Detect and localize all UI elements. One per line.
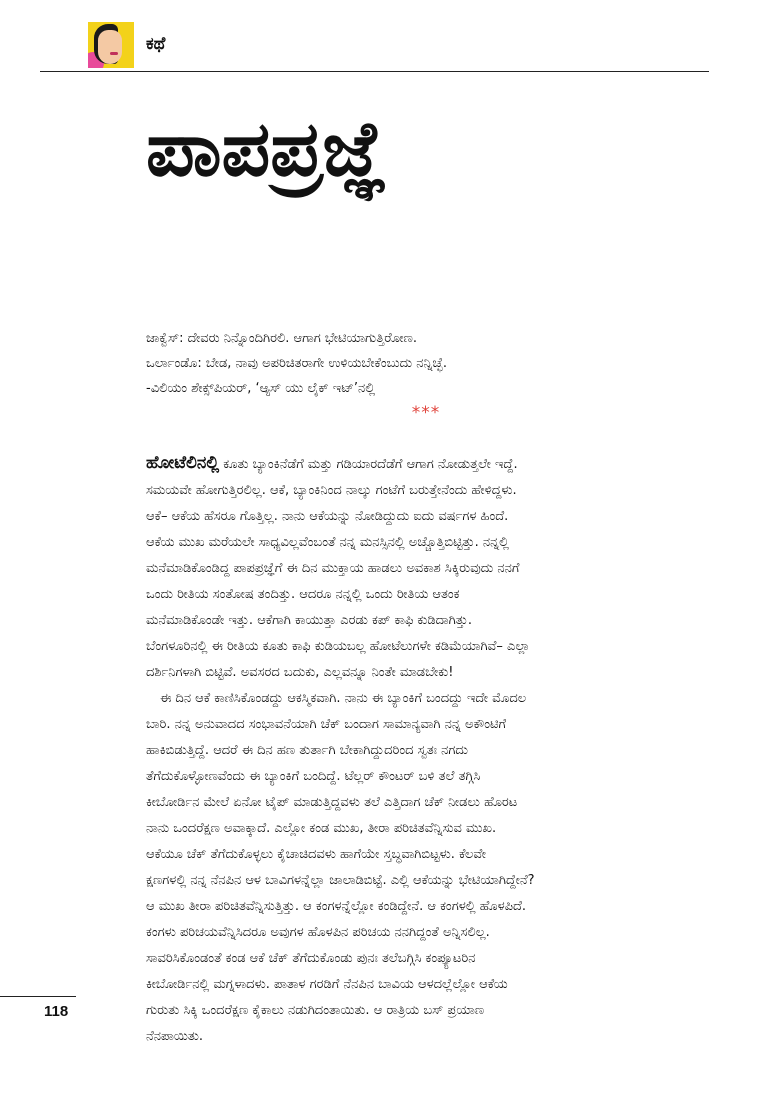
- body-line: ನಾನು ಒಂದರೆಕ್ಷಣ ಅವಾಕ್ಕಾದೆ. ಎಲ್ಲೋ ಕಂಡ ಮುಖ, ತೀರಾ ಪರಿಚಿತವೆನ್ನಿಸುವ ಮುಖ.: [146, 821, 497, 836]
- body-line: ನೆನಪಾಯಿತು.: [146, 1029, 204, 1044]
- story-title: ಪಾಪಪ್ರಜ್ಞೆ: [146, 104, 387, 193]
- face-shape: [98, 30, 122, 64]
- body-line: ಒಂದು ರೀತಿಯ ಸಂತೋಷ ತಂದಿತ್ತು. ಆದರೂ ನನ್ನಲ್ಲಿ ಒಂದು ರೀತಿಯ ಆತಂಕ: [146, 587, 460, 602]
- body-line: ಆಕೆ– ಆಕೆಯ ಹೆಸರೂ ಗೊತ್ತಿಲ್ಲ. ನಾನು ಆಕೆಯನ್ನು ನೋಡಿದ್ದುದು ಐದು ವರ್ಷಗಳ ಹಿಂದೆ.: [146, 509, 509, 524]
- body-line: ಕೀಬೋರ್ಡಿನ ಮೇಲೆ ಏನೋ ಟೈಪ್ ಮಾಡುತ್ತಿದ್ದವಳು ತಲೆ ಎತ್ತಿದಾಗ ಚೆಕ್ ನೀಡಲು ಹೊರಟ: [146, 795, 518, 810]
- section-label: ಕಥೆ: [146, 34, 166, 54]
- first-line-text: ಕೂತು ಬ್ಯಾಂಕಿನೆಡೆಗೆ ಮತ್ತು ಗಡಿಯಾರದೆಡೆಗೆ ಆಗಾಗ ನೋಡುತ್ತಲೇ ಇದ್ದೆ.: [219, 457, 518, 472]
- epigraph: [146, 326, 706, 424]
- body-line: ಕೀಬೋರ್ಡಿನಲ್ಲಿ ಮಗ್ನಳಾದಳು. ಪಾತಾಳ ಗರಡಿಗೆ ನೆನಪಿನ ಬಾವಿಯ ಆಳದಲ್ಲೆಲ್ಲೋ ಆಕೆಯ: [146, 977, 508, 992]
- lip-shape: [110, 52, 118, 55]
- body-line: ಕಂಗಳು ಪರಿಚಯವೆನ್ನಿಸಿದರೂ ಅವುಗಳ ಹೊಳಪಿನ ಪರಿಚಯ ನನಗಿದ್ದಂತೆ ಅನ್ನಿಸಲಿಲ್ಲ.: [146, 925, 490, 940]
- body-line: ಈ ದಿನ ಆಕೆ ಕಾಣಿಸಿಕೊಂಡದ್ದು ಆಕಸ್ಮಿಕವಾಗಿ. ನಾನು ಈ ಬ್ಯಾಂಕಿಗೆ ಬಂದದ್ದು ಇದೇ ಮೊದಲ: [160, 691, 527, 706]
- body-line: [146, 450, 708, 478]
- body-line: ಬಾರಿ. ನನ್ನ ಅನುವಾದದ ಸಂಭಾವನೆಯಾಗಿ ಚೆಕ್ ಬಂದಾಗ ಸಾಮಾನ್ಯವಾಗಿ ನನ್ನ ಅಕೌಂಟಿಗೆ: [146, 717, 507, 732]
- body-line: ಮನೆಮಾಡಿಕೊಂಡಿದ್ದ ಪಾಪಪ್ರಜ್ಞೆಗೆ ಈ ದಿನ ಮುಕ್ತಾಯ ಹಾಡಲು ಅವಕಾಶ ಸಿಕ್ಕಿರುವುದು ನನಗೆ: [146, 561, 520, 576]
- body-line: ಬೆಂಗಳೂರಿನಲ್ಲಿ ಈ ರೀತಿಯ ಕೂತು ಕಾಫಿ ಕುಡಿಯಬಲ್ಲ ಹೋಟೆಲುಗಳೇ ಕಡಿಮೆಯಾಗಿವೆ– ಎಲ್ಲಾ: [146, 639, 530, 654]
- footer-divider: [0, 996, 76, 997]
- body-line: ಮನೆಮಾಡಿಕೊಂಡೇ ಇತ್ತು. ಆಕೆಗಾಗಿ ಕಾಯುತ್ತಾ ಎರಡು ಕಪ್ ಕಾಫಿ ಕುಡಿದಾಗಿತ್ತು.: [146, 613, 472, 628]
- body-line: ಆಕೆಯ ಮುಖ ಮರೆಯಲೇ ಸಾಧ್ಯವಿಲ್ಲವೆಂಬಂತೆ ನನ್ನ ಮನಸ್ಸಿನಲ್ಲಿ ಅಚ್ಚೊತ್ತಿಬಿಟ್ಟಿತ್ತು. ನನ್ನಲ್ಲಿ: [146, 535, 509, 550]
- body-line: ಸಾವರಿಸಿಕೊಂಡಂತೆ ಕಂಡ ಆಕೆ ಚೆಕ್ ತೆಗೆದುಕೊಂಡು ಪುನಃ ತಲೆಬಗ್ಗಿಸಿ ಕಂಪ್ಯೂಟರಿನ: [146, 951, 476, 966]
- page-number: 118: [44, 1003, 69, 1020]
- body-line: ದರ್ಶಿನಿಗಳಾಗಿ ಬಿಟ್ಟಿವೆ. ಅವಸರದ ಬದುಕು, ಎಲ್ಲವನ್ನೂ ನಿಂತೇ ಮಾಡಬೇಕು!: [146, 665, 454, 680]
- woman-portrait-icon: [88, 22, 134, 68]
- lead-word: ಹೋಟೆಲಿನಲ್ಲಿ: [146, 453, 220, 473]
- epigraph-line: ಒರ್ಲಾಂಡೊ: ಬೇಡ, ನಾವು ಅಪರಿಚಿತರಾಗೇ ಉಳಿಯಬೇಕೆಂಬುದು ನನ್ನಿಚ್ಛೆ.: [146, 356, 448, 371]
- header-divider: [40, 71, 709, 72]
- body-line: ಹಾಕಿಬಿಡುತ್ತಿದ್ದೆ. ಆದರೆ ಈ ದಿನ ಹಣ ತುರ್ತಾಗಿ ಬೇಕಾಗಿದ್ದುದರಿಂದ ಸ್ವತಃ ನಗದು: [146, 743, 468, 758]
- story-body: [146, 450, 708, 1050]
- body-line: ಗುರುತು ಸಿಕ್ಕಿ ಒಂದರೆಕ್ಷಣ ಕೈಕಾಲು ನಡುಗಿದಂತಾಯಿತು. ಆ ರಾತ್ರಿಯ ಬಸ್ ಪ್ರಯಾಣ: [146, 1003, 485, 1018]
- body-line: ಆ ಮುಖ ತೀರಾ ಪರಿಚಿತವೆನ್ನಿಸುತ್ತಿತ್ತು. ಆ ಕಂಗಳನ್ನೆಲ್ಲೋ ಕಂಡಿದ್ದೇನೆ. ಆ ಕಂಗಳಲ್ಲಿ ಹೊಳಪಿದೆ.: [146, 899, 527, 914]
- body-line: ತೆಗೆದುಕೊಳ್ಳೋಣವೆಂದು ಈ ಬ್ಯಾಂಕಿಗೆ ಬಂದಿದ್ದೆ. ಟೆಲ್ಲರ್ ಕೌಂಟರ್ ಬಳಿ ತಲೆ ತಗ್ಗಿಸಿ: [146, 769, 481, 784]
- epigraph-line: ಜಾಕ್ವೆಸ್: ದೇವರು ನಿನ್ನೊಂದಿಗಿರಲಿ. ಆಗಾಗ ಭೇಟಿಯಾಗುತ್ತಿರೋಣ.: [146, 331, 417, 346]
- section-separator: ***: [411, 403, 441, 423]
- epigraph-attribution: -ವಿಲಿಯಂ ಶೇಕ್ಸ್‌ಪಿಯರ್, ‘ಆ್ಯಸ್ ಯು ಲೈಕ್ ಇಟ್’ನಲ್ಲಿ: [146, 381, 376, 396]
- body-line: ಆಕೆಯೂ ಚೆಕ್ ತೆಗೆದುಕೊಳ್ಳಲು ಕೈಚಾಚಿದವಳು ಹಾಗೆಯೇ ಸ್ತಬ್ಧವಾಗಿಬಿಟ್ಟಳು. ಕೆಲವೇ: [146, 847, 487, 862]
- body-line: ಸಮಯವೇ ಹೋಗುತ್ತಿರಲಿಲ್ಲ. ಆಕೆ, ಬ್ಯಾಂಕಿನಿಂದ ನಾಲ್ಕು ಗಂಟೆಗೆ ಬರುತ್ತೇನೆಂದು ಹೇಳಿದ್ದಳು.: [146, 483, 517, 498]
- body-line: ಕ್ಷಣಗಳಲ್ಲಿ ನನ್ನ ನೆನಪಿನ ಆಳ ಬಾವಿಗಳನ್ನೆಲ್ಲಾ ಜಾಲಾಡಿಬಿಟ್ಟೆ. ಎಲ್ಲಿ ಆಕೆಯನ್ನು ಭೇಟಿಯಾಗಿದ್ದೇನೆ?: [146, 873, 535, 888]
